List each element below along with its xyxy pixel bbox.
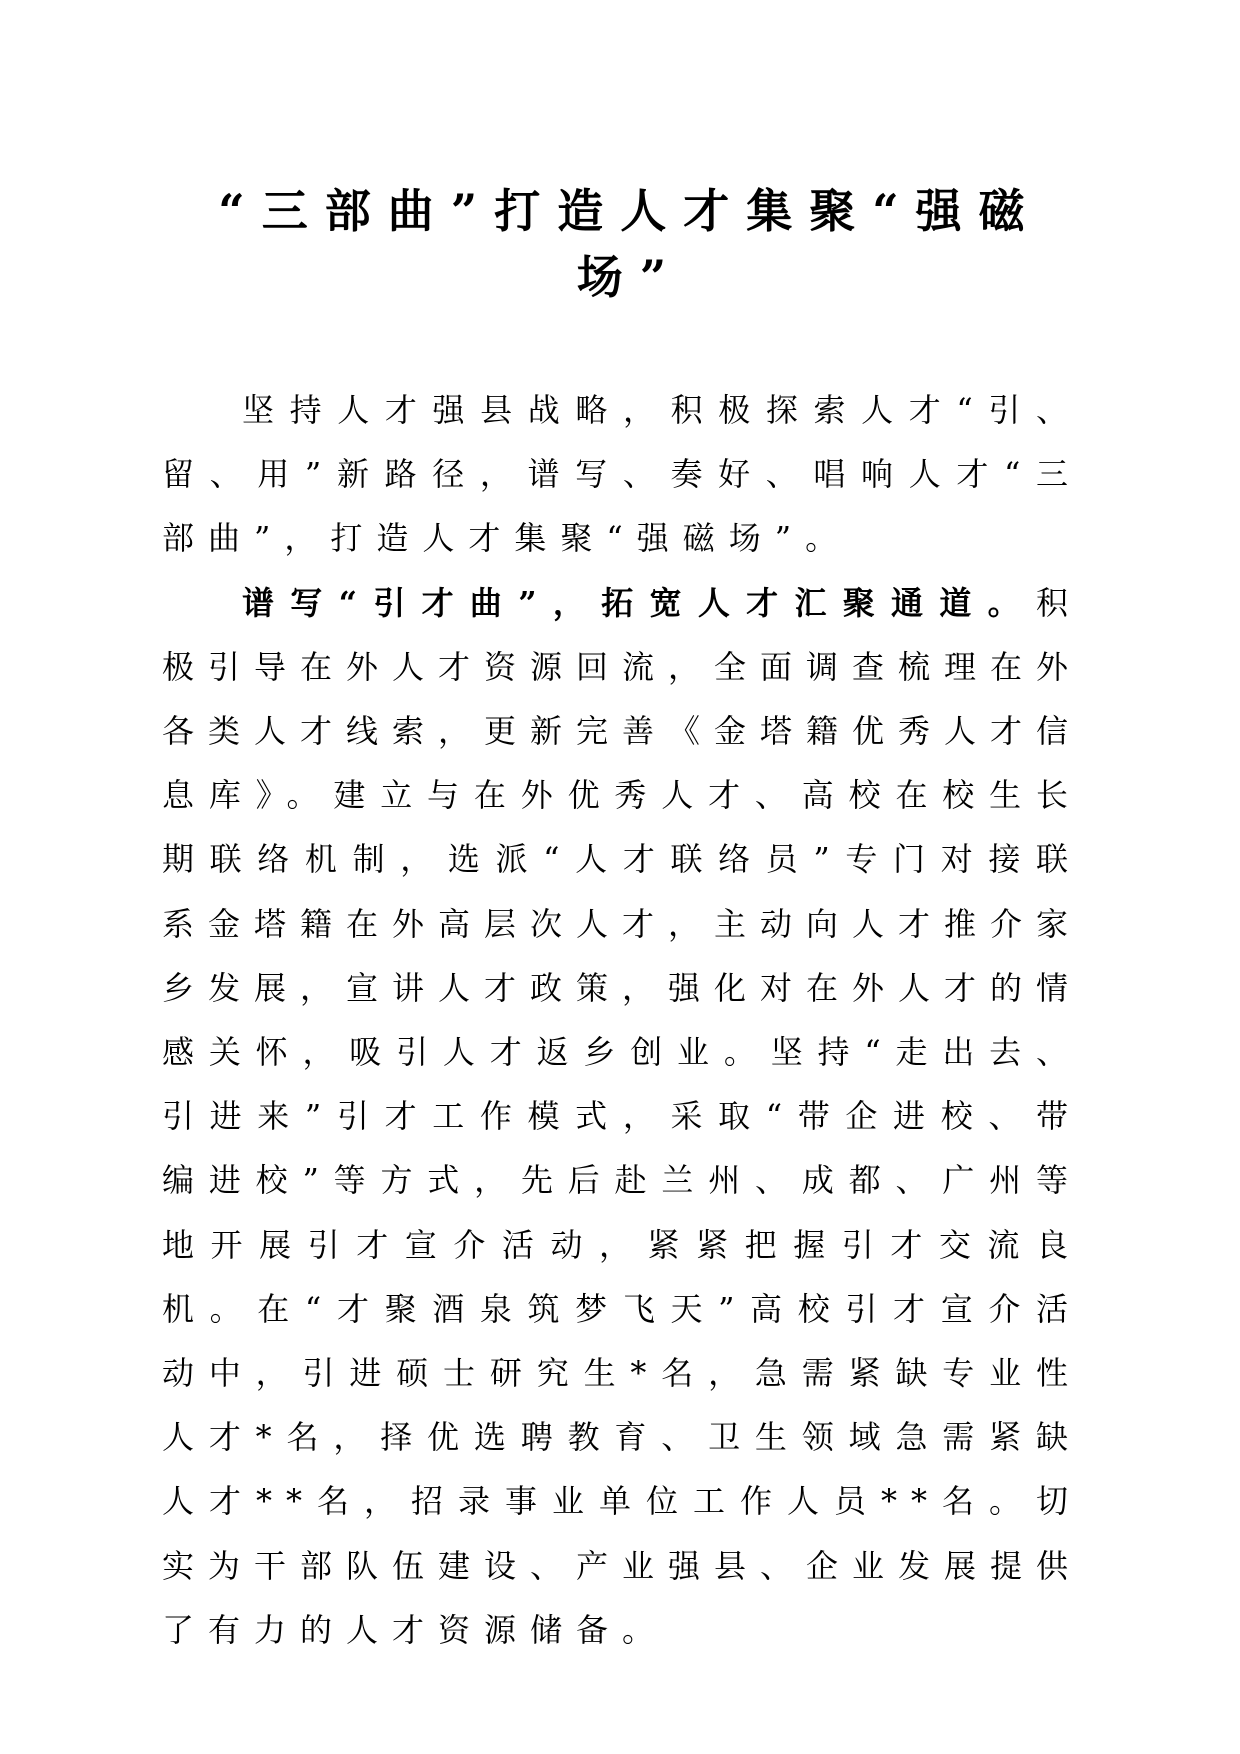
intro-paragraph xyxy=(162,378,1082,571)
section-paragraph xyxy=(162,571,1082,1662)
paragraph-lead: 谱写“引才曲”，拓宽人才汇聚通道。 xyxy=(242,583,1036,622)
document-title: “三部曲”打造人才集聚“强磁场” xyxy=(218,184,1042,304)
paragraph-text: 积极引导在外人才资源回流，全面调查梳理在外各类人才线索，更新完善《金塔籍优秀人才信息库》。建立与在外优秀人才、高校在校生长期联络机制，选派“人才联络员”专门对接联系金塔籍在外高层次人才，主动向人才推介家乡发展，宣讲人才政策，强化对在外人才的情感关怀，吸引人才返乡创业。坚持“走出去、引进来”引才工作模式，采取“带企进校、带编进校”等方式，先后赴兰州、成都、广州等地开展引才宣介活动，紧紧把握引才交流良机。在“才聚酒泉筑梦飞天”高校引才宣介活动中，引进硕士研究生*名，急需紧缺专业性人才*名，择优选聘教育、卫生领域急需紧缺人才**名，招录事业单位工作人员**名。切实为干部队伍建设、产业强县、企业发展提供了有力的人才资源储备。 xyxy=(162,583,1083,1649)
paragraph-text: 坚持人才强县战略，积极探索人才“引、留、用”新路径，谱写、奏好、唱响人才“三部曲”，打造人才集聚“强磁场”。 xyxy=(162,391,1082,558)
document-body xyxy=(162,378,1082,1662)
